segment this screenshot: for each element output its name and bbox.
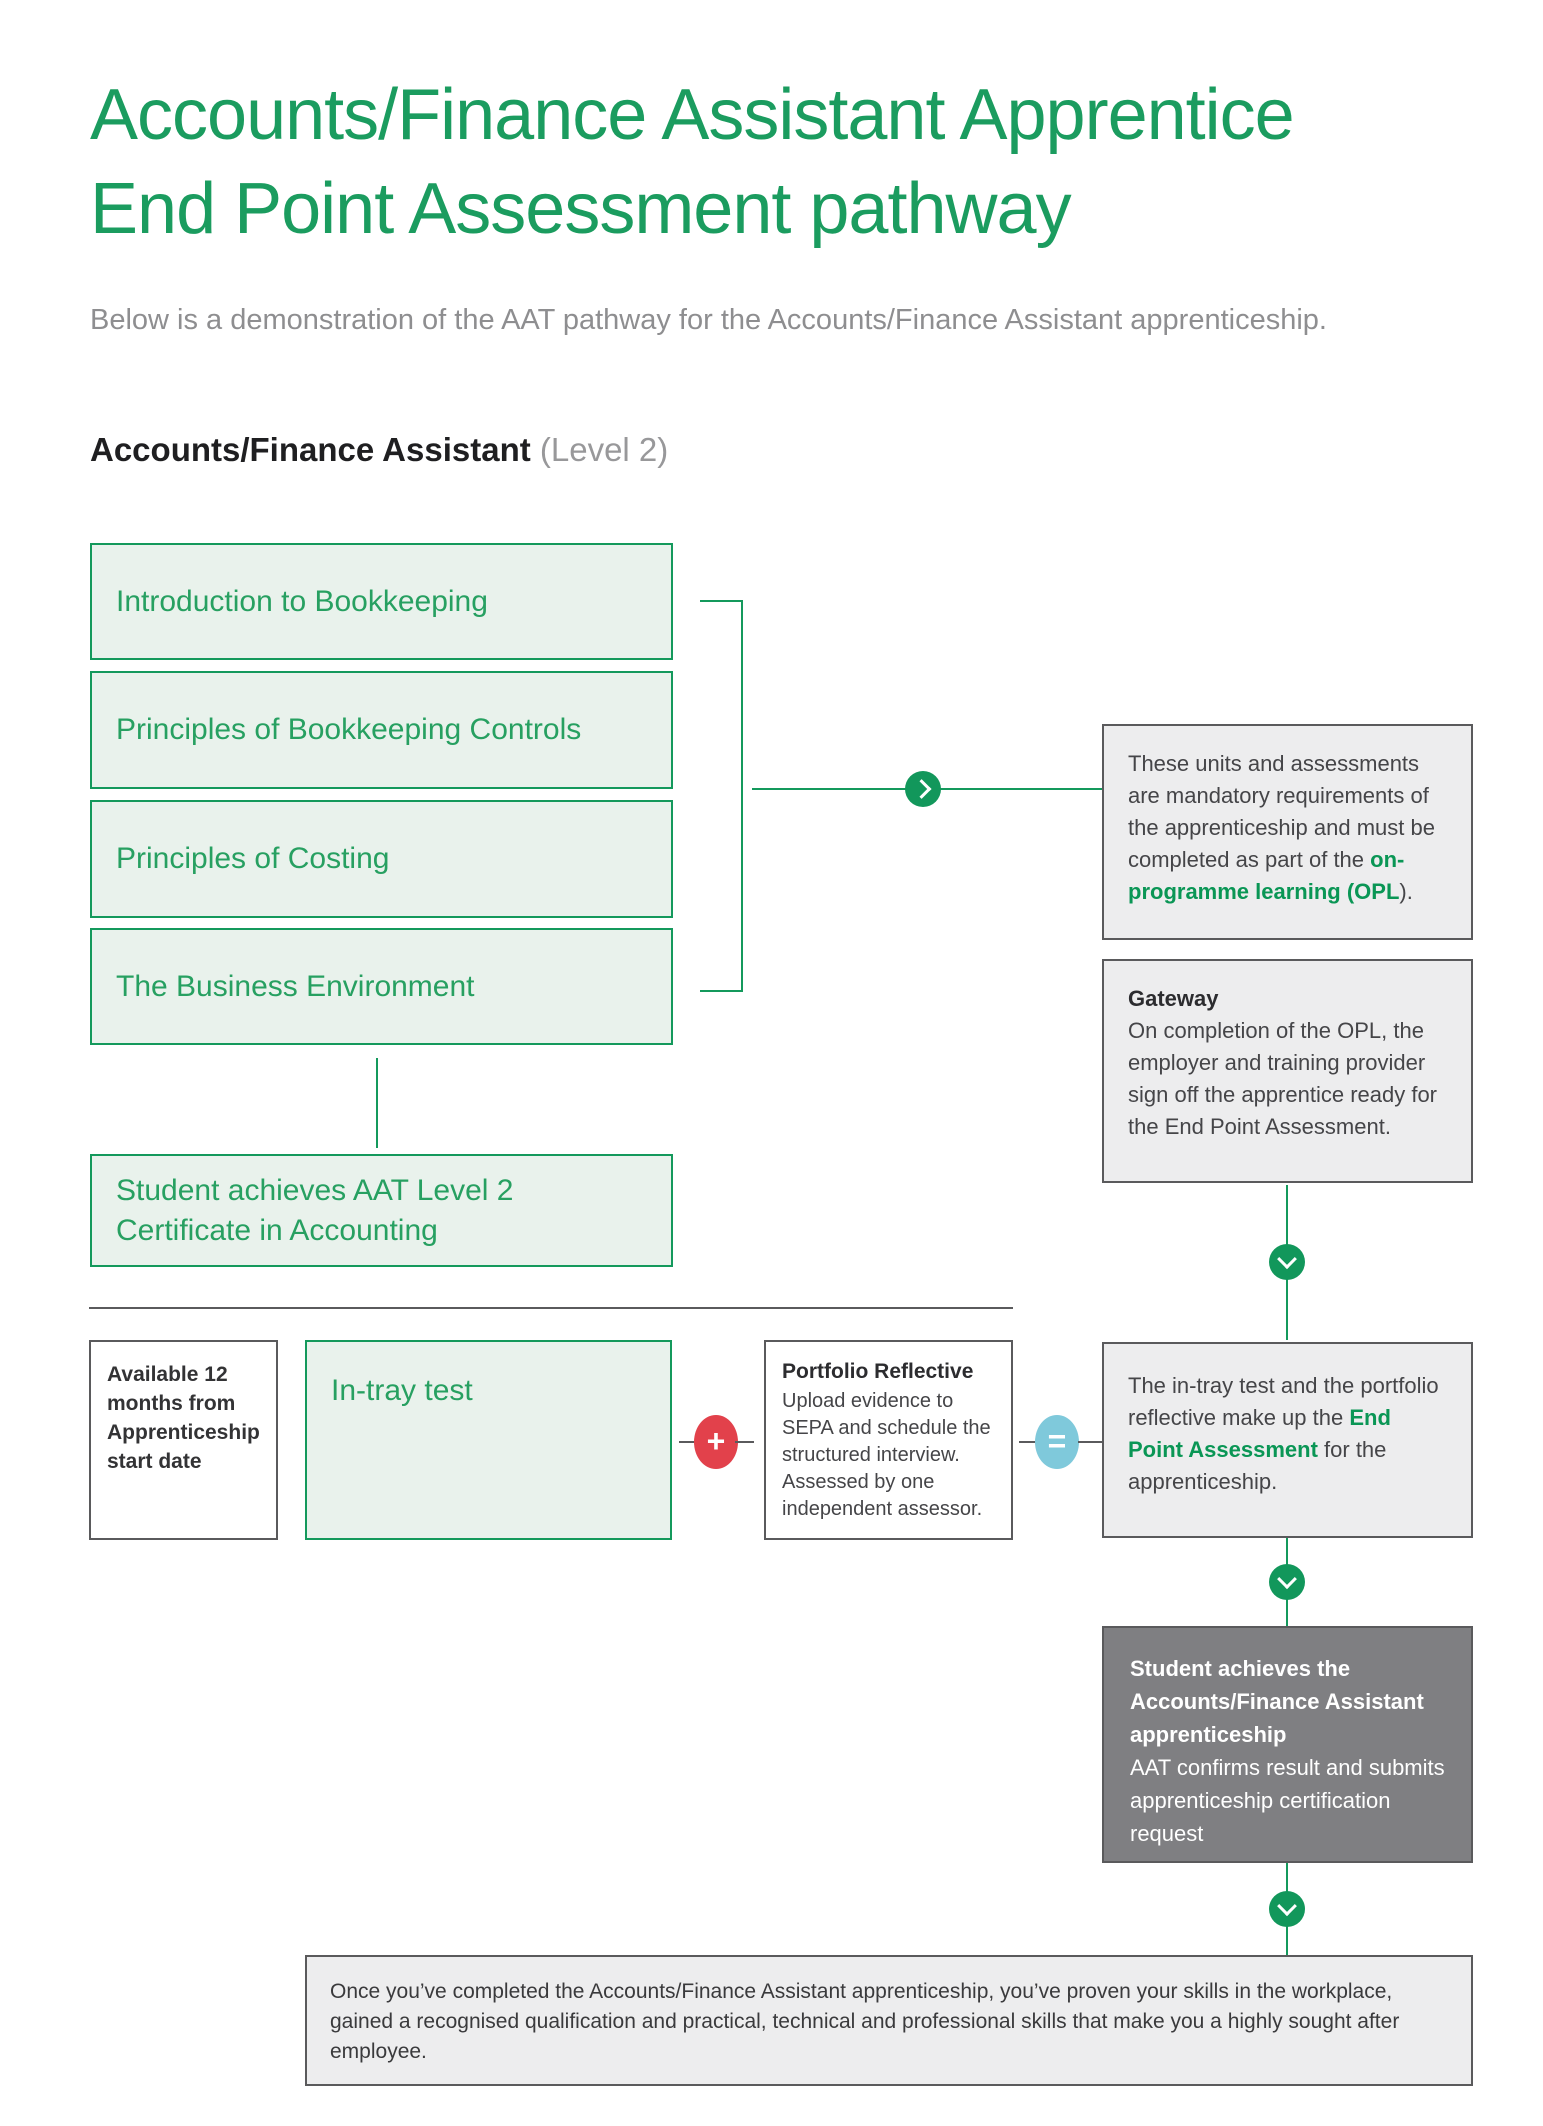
gateway-heading: Gateway — [1128, 986, 1219, 1011]
bracket-top-line — [700, 600, 743, 602]
opl-note-text: These units and assessments are mandatory requirements of the apprenticeship and must be completed as part of the — [1128, 751, 1435, 872]
equals-glyph: = — [1047, 1423, 1067, 1459]
page-title-line1: Accounts/Finance Assistant Apprentice — [90, 75, 1294, 155]
chevron-down-icon — [1269, 1244, 1305, 1280]
section-divider — [89, 1307, 1013, 1309]
portfolio-body: Upload evidence to SEPA and schedule the structured interview. Assessed by one independent assessor. — [782, 1390, 991, 1520]
portfolio-heading: Portfolio Reflective — [782, 1360, 974, 1383]
plus-glyph: + — [706, 1423, 726, 1459]
in-tray-test-label: In-tray test — [331, 1374, 473, 1407]
availability-note-box — [89, 1340, 278, 1540]
bracket-vertical-line — [741, 600, 743, 992]
equals-connector-right-line — [1078, 1441, 1102, 1443]
unit-box-the-business-environment — [90, 928, 673, 1045]
opl-requirements-note — [1102, 724, 1473, 940]
outcome-text: Once you’ve completed the Accounts/Finance Assistant apprenticeship, you’ve proven your skills in the workplace, gained a recognised qualification and practical, technical and professional skills that make you a highly sought after employee. — [330, 1980, 1400, 2063]
plus-icon — [694, 1415, 738, 1469]
outcome-box — [305, 1955, 1473, 2086]
achievement-body: AAT confirms result and submits apprenticeship certification request — [1130, 1755, 1445, 1846]
epa-note-box — [1102, 1342, 1473, 1538]
bracket-bottom-line — [700, 990, 743, 992]
unit-label: Principles of Bookkeeping Controls — [116, 713, 582, 746]
unit-label: The Business Environment — [116, 969, 475, 1003]
epa-note-highlight: End Point Assessment — [1128, 1405, 1391, 1462]
chevron-down-icon — [1269, 1564, 1305, 1600]
chevron-down-glyph — [1277, 1896, 1297, 1916]
page-subtitle: Below is a demonstration of the AAT pathway for the Accounts/Finance Assistant apprenticeship. — [90, 304, 1327, 336]
page-title — [90, 68, 1294, 256]
chevron-down-glyph — [1277, 1249, 1297, 1269]
chevron-down-glyph — [1277, 1569, 1297, 1589]
unit-box-introduction-to-bookkeeping — [90, 543, 673, 660]
equals-icon — [1035, 1415, 1079, 1469]
chevron-down-icon — [1269, 1891, 1305, 1927]
epa-note-suffix: for the apprenticeship. — [1128, 1437, 1387, 1494]
opl-note-highlight: on-programme learning (OPL — [1128, 847, 1405, 904]
portfolio-reflective-box — [764, 1340, 1013, 1540]
section-heading — [90, 431, 668, 469]
availability-note-text: Available 12 months from Apprenticeship start date — [107, 1363, 260, 1473]
unit-box-principles-of-costing — [90, 800, 673, 918]
chevron-right-icon — [905, 771, 941, 807]
plus-connector-right-line — [735, 1441, 754, 1443]
unit-label: Principles of Costing — [116, 842, 390, 875]
page-title-line2: End Point Assessment pathway — [90, 169, 1071, 249]
certificate-box — [90, 1154, 673, 1267]
section-heading-name: Accounts/Finance Assistant — [90, 431, 531, 468]
certificate-label: Student achieves AAT Level 2 Certificate in Accounting — [116, 1173, 514, 1247]
in-tray-test-box — [305, 1340, 672, 1540]
gateway-box — [1102, 959, 1473, 1183]
unit-certificate-connector-line — [376, 1058, 378, 1148]
chevron-right-glyph — [912, 779, 932, 799]
opl-note-suffix: ). — [1399, 879, 1413, 904]
epa-note-text: The in-tray test and the portfolio reflective make up the — [1128, 1373, 1439, 1430]
unit-label: Introduction to Bookkeeping — [116, 584, 488, 618]
equals-connector-left-line — [1019, 1441, 1036, 1443]
unit-box-principles-of-bookkeeping-controls — [90, 671, 673, 789]
gateway-body: On completion of the OPL, the employer and training provider sign off the apprentice ready for the End Point Assessment. — [1128, 1018, 1438, 1139]
section-heading-level: (Level 2) — [530, 431, 669, 468]
achievement-heading: Student achieves the Accounts/Finance Assistant apprenticeship — [1130, 1656, 1424, 1747]
achievement-box — [1102, 1626, 1473, 1863]
